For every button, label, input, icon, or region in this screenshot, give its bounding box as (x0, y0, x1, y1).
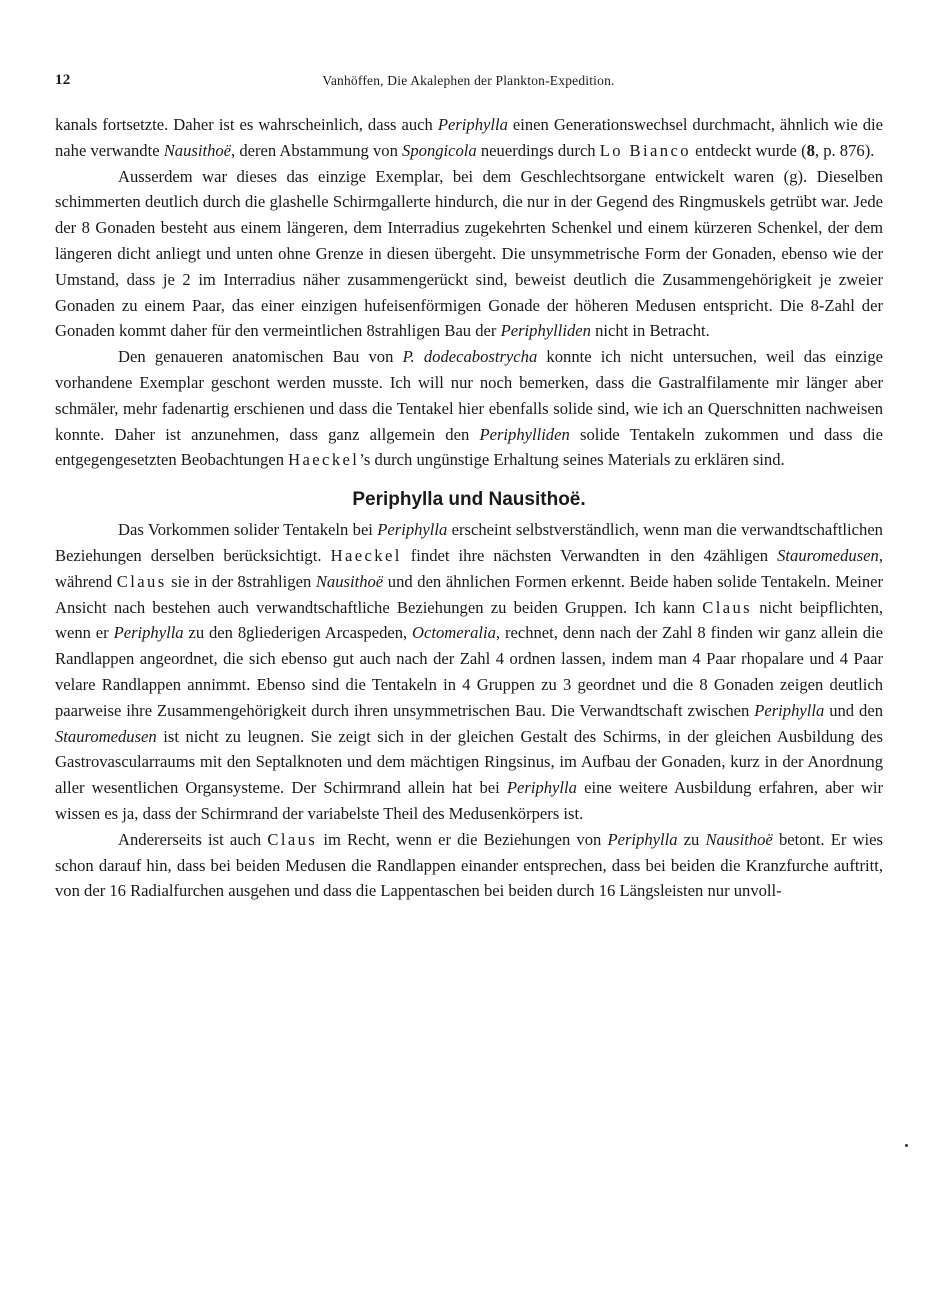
text-run: findet ihre nächsten Verwandten in den 4zähligen (401, 545, 778, 565)
taxon-name: Periphylla (377, 520, 448, 540)
text-run: nicht in Betracht. (590, 321, 710, 341)
author-name: Claus (702, 597, 753, 617)
text-run: Ausserdem war dieses das einzige Exemplar, bei dem Geschlechtsorgane entwickelt waren (g). Dieselben schimmerten deutlich durch die glashelle Schirmgallerte hindurch, die nur in der Gegend des Ringmuskels getrübt war. Jede der 8 Gonaden besteht aus einem längeren, dem Interradius zugekehrten Schenkel und einem kürzeren Schenkel, der dem längeren dicht anliegt und unten ohne Grenze in diesen übergeht. Die unsymmetrische Form der Gonaden, ebenso wie der Umstand, dass je 2 im Interradius näher zusammengerückt sind, beweist deutlich die Zusammengehörigkeit je zweier Gonaden zu einem Paar, das einer einzigen hufeisenförmigen Gonade der höheren Medusen entspricht. Die 8-Zahl der Gonaden kommt daher für den vermeintlichen 8strahligen Bau der (55, 166, 883, 341)
text-run: und den ähnlichen Formen erkennt. Beide haben solide Tentakeln. Meiner Ansicht nach bestehen auch verwandtschaftliche Beziehungen zu beiden Gruppen. Ich kann (55, 571, 884, 617)
text-run: während (55, 571, 117, 591)
paragraph-2 (55, 164, 883, 345)
author-name: Claus (267, 829, 318, 849)
taxon-name: Periphylliden (479, 424, 570, 444)
author-name: Claus (116, 571, 167, 591)
paragraph-1 (55, 112, 883, 164)
paragraph-4 (55, 517, 883, 827)
taxon-name: Periphylla (506, 778, 577, 798)
page-number: 12 (55, 72, 71, 88)
taxon-name: Periphylla (437, 115, 508, 134)
running-title: Vanhöffen, Die Akalephen der Plankton-Expedition. (322, 73, 615, 88)
text-run: und den (824, 700, 883, 720)
taxon-name: Periphylliden (500, 321, 591, 341)
author-name: Haeckel (288, 450, 360, 470)
reference-number: 8 (806, 140, 815, 160)
text-run: , p. 876). (814, 140, 875, 160)
text-run: , deren Abstammung von (231, 140, 403, 160)
text-run: entdeckt wurde ( (690, 140, 807, 160)
text-run: zu den 8gliederigen Arcaspeden, (183, 623, 413, 643)
text-run: Den genaueren anatomischen Bau von (118, 347, 403, 367)
paragraph-3 (55, 344, 883, 473)
text-run: konnte ich nicht untersuchen, weil das einzige vorhandene Exemplar geschont werden musste. Ich will nur noch bemerken, dass die Gastralfilamente mir länger aber schmäler, mehr fadenartig erschienen und dass die Tentakel hier ebenfalls solide sind, wie ich an Querschnitten nachweisen konnte. Daher ist anzunehmen, dass ganz allgemein den (55, 347, 884, 444)
text-run: rechnet, denn nach der Zahl 8 finden wir ganz allein die Randlappen angeordnet, die sich ebenso gut auch nach der Zahl 4 ordnen lassen, indem man 4 Paar rhopalare und 4 Paar velare Randlappen annimmt. Ebenso sind die Tentakeln in 4 Gruppen zu 3 geordnet und die 8 Gonaden zeigen deutlich paarweise ihre Zusammengehörigkeit durch ihren unsymmetrischen Bau. Die Verwandtschaft zwischen (55, 623, 883, 720)
text-run: solide Tentakeln zukommen und dass die entgegengesetzten Beobachtungen (55, 424, 883, 470)
text-run: zu (677, 829, 706, 849)
text-run: betont. Er wies schon darauf hin, dass bei beiden Medusen die Randlappen einander entsprechen, dass bei beiden die Kranzfurche auftritt, von der 16 Radialfurchen ausgehen und dass die Lappentaschen bei beiden durch 16 Längsleisten nur unvoll- (55, 829, 883, 901)
text-run: erscheint selbstverständlich, wenn man die verwandtschaftlichen Beziehungen derselben berücksichtigt. (55, 520, 883, 565)
body-text (55, 112, 883, 904)
text-run: ’s durch ungünstige Erhaltung seines Materials zu erklären sind. (359, 450, 785, 470)
taxon-name: Octomeralia, (412, 623, 501, 643)
text-run: Andererseits ist auch (118, 829, 268, 849)
paragraph-5 (55, 827, 883, 904)
text-run: neuerdings durch (476, 140, 600, 160)
taxon-name: Periphylla (754, 700, 825, 720)
text-run: einen Generationswechsel durchmacht, ähnlich wie die nahe verwandte (55, 115, 883, 160)
taxon-name: Nausithoë (315, 571, 384, 591)
taxon-name: Periphylla (607, 829, 678, 849)
section-heading: Periphylla und Nausithoë. (352, 489, 586, 511)
text-run: im Recht, wenn er die Beziehungen von (317, 829, 608, 849)
author-name: Lo Bianco (599, 140, 691, 160)
text-run: kanals fortsetzte. Daher ist es wahrscheinlich, dass auch (55, 115, 438, 134)
taxon-name: Periphylla (113, 623, 184, 643)
taxon-name: Spongicola (402, 140, 477, 160)
taxon-name: Nausithoë (163, 140, 232, 160)
text-run: Das Vorkommen solider Tentakeln bei (118, 520, 378, 540)
text-run: sie in der 8strahligen (166, 571, 316, 591)
text-run: nicht beipflichten, wenn er (55, 597, 884, 643)
running-header (55, 72, 882, 94)
taxon-name: P. dodecabostrycha (402, 347, 538, 367)
text-run: ist nicht zu leugnen. Sie zeigt sich in der gleichen Gestalt des Schirms, in der gleichen Ausbildung des Gastrovascularraums mit den Septalknoten und dem mächtigen Ringsinus, im Aufbau der Gonaden, kurz in der Anordnung aller wesentlichen Organsysteme. Der Schirmrand allein hat bei (55, 726, 883, 798)
margin-speck (905, 1144, 908, 1147)
taxon-name: Stauromedusen (55, 726, 157, 746)
text-run: eine weitere Ausbildung erfahren, aber wir wissen es ja, dass der Schirmrand der variabelste Theil des Medusenkörpers ist. (55, 778, 883, 823)
author-name: Haeckel (330, 545, 402, 565)
taxon-name: Nausithoë (705, 829, 773, 849)
taxon-name: Stauromedusen, (777, 545, 883, 565)
